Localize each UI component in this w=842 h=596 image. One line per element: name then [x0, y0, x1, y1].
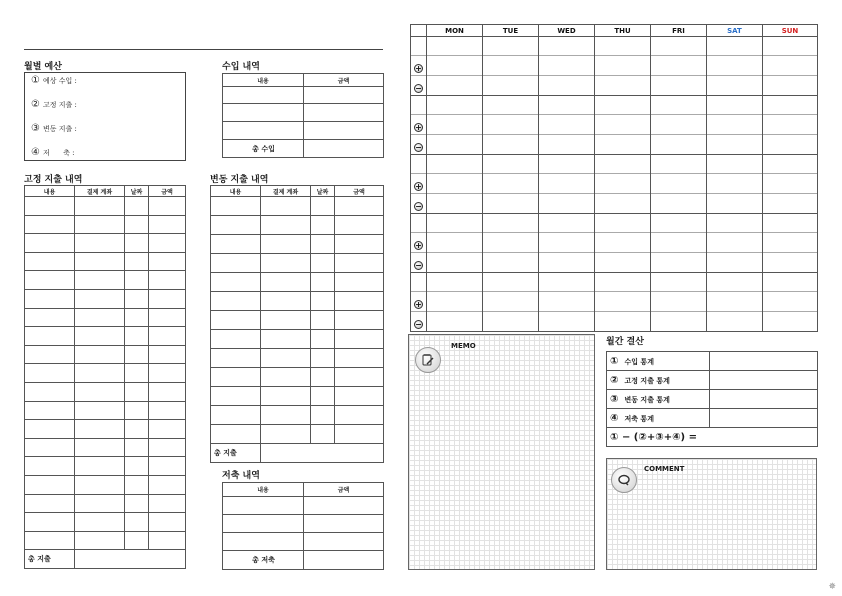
budget-row-income[interactable] [31, 75, 77, 86]
table-row[interactable] [211, 349, 384, 368]
calendar-cell[interactable] [483, 194, 539, 214]
calendar-cell[interactable] [707, 273, 763, 292]
col-header: 결제 계좌 [75, 186, 125, 197]
fixed-title: 고정 지출 내역 [24, 175, 83, 185]
table-row[interactable] [211, 425, 384, 444]
calendar-cell[interactable] [707, 292, 763, 312]
table-row[interactable] [25, 308, 186, 327]
calendar-cell[interactable] [707, 96, 763, 115]
calendar-cell[interactable] [763, 115, 818, 135]
settlement-value[interactable] [710, 390, 818, 409]
variable-title: 변동 지출 내역 [210, 175, 269, 185]
calendar-cell[interactable] [763, 96, 818, 115]
calendar-cell[interactable] [651, 96, 707, 115]
calendar-cell[interactable] [707, 76, 763, 96]
calendar-cell[interactable] [539, 135, 595, 155]
calendar-side-cell [411, 253, 427, 273]
savings-total-label: 총 저축 [223, 551, 304, 570]
calendar-cell[interactable] [539, 115, 595, 135]
calendar-side-cell [411, 214, 427, 233]
calendar-week-row [411, 76, 818, 96]
calendar-cell[interactable] [483, 174, 539, 194]
calendar-cell[interactable] [595, 155, 651, 174]
calendar-cell[interactable] [595, 194, 651, 214]
calendar-cell[interactable] [651, 37, 707, 56]
day-header-thu: THU [595, 25, 651, 37]
col-header: 내용 [211, 186, 261, 197]
calendar-cell[interactable] [651, 292, 707, 312]
settlement-row-number: ① [610, 355, 619, 367]
settlement-row-number: ④ [610, 412, 619, 424]
calendar-side-cell [411, 115, 427, 135]
calendar-cell[interactable] [651, 76, 707, 96]
calendar-cell[interactable] [427, 76, 483, 96]
day-header-tue: TUE [483, 25, 539, 37]
calendar-cell[interactable] [539, 174, 595, 194]
savings-table [222, 482, 384, 570]
memo-label: MEMO [451, 342, 476, 350]
note-pencil-icon [415, 347, 441, 373]
settlement-title: 월간 결산 [606, 337, 644, 347]
day-header-mon: MON [427, 25, 483, 37]
calendar-cell[interactable] [539, 273, 595, 292]
calendar-cell[interactable] [763, 135, 818, 155]
calendar-week-row [411, 37, 818, 56]
income-title: 수입 내역 [222, 62, 260, 72]
calendar-cell[interactable] [763, 174, 818, 194]
calendar-cell[interactable] [707, 253, 763, 273]
settlement-row-number: ② [610, 374, 619, 386]
calendar-cell[interactable] [651, 56, 707, 76]
calendar-cell[interactable] [651, 135, 707, 155]
calendar-cell[interactable] [595, 37, 651, 56]
calendar-week-row [411, 253, 818, 273]
calendar-side-cell [411, 273, 427, 292]
calendar-cell[interactable] [651, 115, 707, 135]
minus-circle-icon[interactable]: − [415, 320, 422, 329]
calendar-side-cell [411, 174, 427, 194]
calendar-cell[interactable] [651, 233, 707, 253]
table-row[interactable] [25, 234, 186, 253]
calendar-cell[interactable] [707, 214, 763, 233]
budget-row-variable[interactable] [31, 123, 77, 134]
calendar-cell[interactable] [595, 76, 651, 96]
top-rule [24, 49, 383, 50]
col-header: 날짜 [125, 186, 149, 197]
col-header: 내용 [25, 186, 75, 197]
table-row[interactable] [25, 457, 186, 476]
calendar-side-cell [411, 194, 427, 214]
table-row[interactable] [25, 475, 186, 494]
settlement-row[interactable] [607, 352, 818, 371]
table-row[interactable] [25, 531, 186, 550]
calendar-cell[interactable] [763, 292, 818, 312]
table-row[interactable] [25, 197, 186, 216]
settlement-row[interactable] [607, 390, 818, 409]
budget-box [24, 72, 186, 161]
calendar-cell[interactable] [595, 214, 651, 233]
calendar-cell[interactable] [651, 214, 707, 233]
budget-row-label: 저 축 : [42, 148, 75, 157]
calendar-week-row [411, 233, 818, 253]
calendar-cell[interactable] [595, 273, 651, 292]
calendar-side-cell [411, 76, 427, 96]
calendar-cell[interactable] [427, 273, 483, 292]
table-row[interactable] [25, 401, 186, 420]
total-value[interactable] [75, 550, 186, 569]
savings-total-value[interactable] [304, 551, 384, 570]
calendar-cell[interactable] [707, 115, 763, 135]
income-total-label: 총 수입 [223, 140, 304, 158]
calendar-week-row [411, 312, 818, 332]
calendar-cell[interactable] [539, 56, 595, 76]
table-row[interactable] [25, 345, 186, 364]
calendar-week-row [411, 194, 818, 214]
calendar-cell[interactable] [539, 96, 595, 115]
calendar-cell[interactable] [707, 233, 763, 253]
budget-row-fixed[interactable] [31, 99, 77, 110]
calendar-cell[interactable] [539, 292, 595, 312]
table-row[interactable] [25, 289, 186, 308]
calendar-cell[interactable] [763, 37, 818, 56]
table-row[interactable] [211, 273, 384, 292]
plus-circle-icon[interactable]: + [415, 123, 422, 132]
calendar-cell[interactable] [427, 37, 483, 56]
table-row[interactable] [223, 87, 384, 104]
calendar-cell[interactable] [427, 135, 483, 155]
calendar-cell[interactable] [763, 194, 818, 214]
calendar-cell[interactable] [483, 155, 539, 174]
table-row[interactable] [211, 387, 384, 406]
day-header-wed: WED [539, 25, 595, 37]
budget-row-label: 예상 수입 : [42, 76, 77, 85]
settlement-table [606, 351, 818, 447]
settlement-row-text: 고정 지출 통계 [624, 376, 670, 385]
plus-circle-icon[interactable]: + [415, 64, 422, 73]
budget-row-label: 변동 지출 : [42, 124, 77, 133]
table-row[interactable] [211, 292, 384, 311]
calendar-cell[interactable] [427, 233, 483, 253]
calendar-week-row [411, 155, 818, 174]
day-header-fri: FRI [651, 25, 707, 37]
col-header: 금액 [149, 186, 186, 197]
budget-row-savings[interactable] [31, 147, 74, 158]
calendar-cell[interactable] [707, 135, 763, 155]
calendar-cell[interactable] [763, 76, 818, 96]
calendar-cell[interactable] [651, 194, 707, 214]
calendar-cell[interactable] [595, 135, 651, 155]
plus-circle-icon[interactable]: + [415, 182, 422, 191]
calendar-cell[interactable] [483, 253, 539, 273]
calendar-cell[interactable] [427, 96, 483, 115]
table-row[interactable] [211, 406, 384, 425]
plus-circle-icon[interactable]: + [415, 300, 422, 309]
settlement-row-label [607, 390, 710, 409]
table-row[interactable] [25, 327, 186, 346]
budget-row-label: 고정 지출 : [42, 100, 77, 109]
calendar-cell[interactable] [707, 37, 763, 56]
table-row[interactable] [211, 254, 384, 273]
calendar-cell[interactable] [483, 56, 539, 76]
calendar-cell[interactable] [427, 115, 483, 135]
table-row[interactable] [223, 533, 384, 551]
settlement-row-text: 변동 지출 통계 [624, 395, 670, 404]
calendar-cell[interactable] [763, 233, 818, 253]
table-row[interactable] [211, 197, 384, 216]
table-row[interactable] [25, 438, 186, 457]
budget-title: 월별 예산 [24, 62, 62, 72]
calendar-side-cell [411, 56, 427, 76]
calendar-side-cell [411, 96, 427, 115]
calendar-cell[interactable] [483, 76, 539, 96]
col-header: 내용 [223, 483, 304, 497]
calendar-cell[interactable] [483, 312, 539, 332]
calendar-cell[interactable] [763, 155, 818, 174]
table-row[interactable] [25, 271, 186, 290]
table-row[interactable] [211, 311, 384, 330]
table-row[interactable] [211, 330, 384, 349]
budget-row-number: ④ [31, 147, 40, 158]
calendar-cell[interactable] [483, 292, 539, 312]
calendar-cell[interactable] [651, 174, 707, 194]
calendar-cell[interactable] [707, 194, 763, 214]
table-row[interactable] [211, 368, 384, 387]
total-value[interactable] [261, 444, 384, 463]
calendar-cell[interactable] [595, 312, 651, 332]
calendar-cell[interactable] [539, 312, 595, 332]
calendar-cell[interactable] [595, 96, 651, 115]
calendar-week-row [411, 135, 818, 155]
calendar-cell[interactable] [539, 194, 595, 214]
plus-circle-icon[interactable]: + [415, 241, 422, 250]
settlement-row-label [607, 352, 710, 371]
calendar-cell[interactable] [763, 312, 818, 332]
calendar-side-cell [411, 292, 427, 312]
calendar-cell[interactable] [707, 155, 763, 174]
calendar-cell[interactable] [595, 115, 651, 135]
calendar-cell[interactable] [539, 253, 595, 273]
calendar-side-cell [411, 155, 427, 174]
table-row[interactable] [25, 215, 186, 234]
brand-logo-icon: ✵ [828, 582, 836, 592]
calendar-week-row [411, 214, 818, 233]
calendar-cell[interactable] [539, 233, 595, 253]
calendar-cell[interactable] [539, 214, 595, 233]
memo-panel[interactable] [408, 334, 595, 570]
comment-label: COMMENT [644, 465, 685, 473]
settlement-row-text: 저축 통계 [624, 414, 654, 423]
income-table [222, 73, 384, 158]
settlement-value[interactable] [710, 352, 818, 371]
minus-circle-icon[interactable]: − [415, 143, 422, 152]
day-header-sat: SAT [707, 25, 763, 37]
weekly-calendar [410, 24, 818, 332]
calendar-cell[interactable] [595, 253, 651, 273]
settlement-row-label [607, 371, 710, 390]
calendar-cell[interactable] [707, 312, 763, 332]
calendar-week-row [411, 273, 818, 292]
col-header: 금액 [304, 483, 384, 497]
calendar-cell[interactable] [483, 273, 539, 292]
calendar-cell[interactable] [707, 56, 763, 76]
minus-circle-icon[interactable]: − [415, 202, 422, 211]
savings-title: 저축 내역 [222, 471, 260, 481]
settlement-row-label [607, 409, 710, 428]
total-label: 총 지출 [25, 550, 75, 569]
calendar-cell[interactable] [763, 214, 818, 233]
calendar-cell[interactable] [707, 174, 763, 194]
calendar-week-row [411, 96, 818, 115]
calendar-week-row [411, 115, 818, 135]
calendar-cell[interactable] [427, 214, 483, 233]
table-row[interactable] [25, 382, 186, 401]
budget-row-number: ① [31, 75, 40, 86]
calendar-week-row [411, 174, 818, 194]
settlement-row[interactable] [607, 409, 818, 428]
table-row[interactable] [223, 497, 384, 515]
table-row[interactable] [223, 122, 384, 140]
calendar-cell[interactable] [539, 37, 595, 56]
variable-expense-table [210, 185, 384, 463]
day-header-sun: SUN [763, 25, 818, 37]
calendar-week-row [411, 56, 818, 76]
col-header: 금액 [304, 74, 384, 87]
comment-panel[interactable] [606, 458, 817, 570]
calendar-cell[interactable] [595, 233, 651, 253]
settlement-value[interactable] [710, 371, 818, 390]
calendar-cell[interactable] [763, 273, 818, 292]
col-header: 결제 계좌 [261, 186, 311, 197]
calendar-cell[interactable] [483, 115, 539, 135]
calendar-cell[interactable] [483, 135, 539, 155]
table-row[interactable] [211, 235, 384, 254]
calendar-cell[interactable] [427, 194, 483, 214]
calendar-cell[interactable] [651, 312, 707, 332]
minus-circle-icon[interactable]: − [415, 84, 422, 93]
calendar-cell[interactable] [651, 155, 707, 174]
settlement-row-number: ③ [610, 393, 619, 405]
calendar-cell[interactable] [483, 96, 539, 115]
calendar-cell[interactable] [595, 56, 651, 76]
calendar-side-cell [411, 135, 427, 155]
budget-row-number: ② [31, 99, 40, 110]
fixed-expense-table [24, 185, 186, 569]
minus-circle-icon[interactable]: − [415, 261, 422, 270]
calendar-cell[interactable] [539, 155, 595, 174]
calendar-cell[interactable] [651, 253, 707, 273]
table-row[interactable] [25, 252, 186, 271]
table-row[interactable] [25, 364, 186, 383]
calendar-cell[interactable] [651, 273, 707, 292]
total-label: 총 지출 [211, 444, 261, 463]
speech-bubble-icon [611, 467, 637, 493]
calendar-cell[interactable] [427, 292, 483, 312]
calendar-cell[interactable] [483, 233, 539, 253]
calendar-cell[interactable] [483, 214, 539, 233]
calendar-cell[interactable] [427, 56, 483, 76]
table-row[interactable] [223, 104, 384, 122]
table-row[interactable] [25, 420, 186, 439]
calendar-cell[interactable] [483, 37, 539, 56]
calendar-side-cell [411, 312, 427, 332]
settlement-formula[interactable]: ① − (②+③+④) = [607, 428, 818, 447]
col-header: 금액 [335, 186, 384, 197]
col-header: 내용 [223, 74, 304, 87]
calendar-cell[interactable] [427, 312, 483, 332]
calendar-side-cell [411, 233, 427, 253]
calendar-cell[interactable] [427, 174, 483, 194]
calendar-cell[interactable] [595, 292, 651, 312]
calendar-cell[interactable] [539, 76, 595, 96]
settlement-row[interactable] [607, 371, 818, 390]
settlement-value[interactable] [710, 409, 818, 428]
table-row[interactable] [25, 513, 186, 532]
calendar-cell[interactable] [763, 253, 818, 273]
calendar-cell[interactable] [427, 155, 483, 174]
calendar-week-row [411, 292, 818, 312]
table-row[interactable] [223, 515, 384, 533]
calendar-corner [411, 25, 427, 37]
table-row[interactable] [211, 216, 384, 235]
calendar-cell[interactable] [427, 253, 483, 273]
table-row[interactable] [25, 494, 186, 513]
income-total-value[interactable] [304, 140, 384, 158]
calendar-cell[interactable] [763, 56, 818, 76]
col-header: 날짜 [311, 186, 335, 197]
calendar-side-cell [411, 37, 427, 56]
budget-row-number: ③ [31, 123, 40, 134]
settlement-row-text: 수입 통계 [624, 357, 654, 366]
calendar-cell[interactable] [595, 174, 651, 194]
